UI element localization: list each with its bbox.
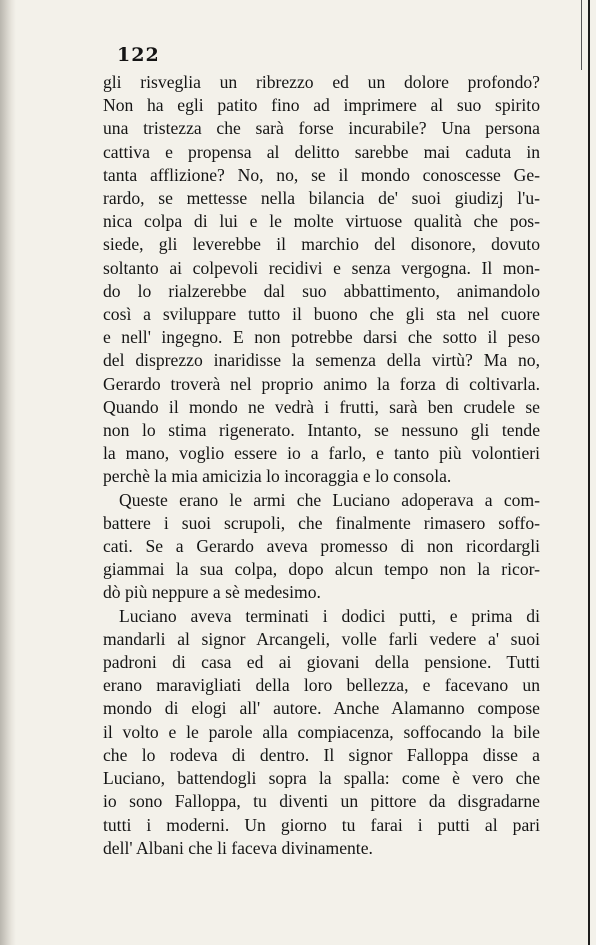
text-line: Luciano, battendogli sopra la spalla: come è vero che (103, 768, 540, 789)
text-line: giammai la sua colpa, dopo alcun tempo non la ricor- (103, 559, 540, 580)
text-line: il volto e le parole alla compiacenza, soffocando la bile (103, 721, 540, 742)
text-line: così a sviluppare tutto il buono che gli sta nel cuore (103, 304, 540, 325)
text-line: una tristezza che sarà forse incurabile? Una persona (103, 118, 540, 139)
text-line: padroni di casa ed ai giovani della pensione. Tutti (103, 652, 540, 673)
text-line: cati. Se a Gerardo aveva promesso di non ricordargli (103, 536, 540, 557)
text-line: gli risveglia un ribrezzo ed un dolore profondo? (103, 72, 540, 92)
body-text (103, 71, 540, 860)
text-line: Gerardo troverà nel proprio animo la forza di coltivarla. (103, 373, 540, 394)
text-line: erano maravigliati della loro bellezza, e facevano un (103, 675, 540, 696)
text-line: Non ha egli patito fino ad imprimere al suo spirito (103, 95, 540, 116)
text-line: battere i suoi scrupoli, che finalmente rimasero soffo- (103, 512, 540, 533)
text-line: tanta afflizione? No, no, se il mondo conoscesse Ge- (103, 164, 540, 185)
text-line: non lo stima rigenerato. Intanto, se nessuno gli tende (103, 420, 540, 441)
text-line: e nell' ingegno. E non potrebbe darsi che sotto il peso (103, 327, 540, 348)
text-line: tutti i moderni. Un giorno tu farai i putti al pari (103, 814, 540, 835)
text-line: che lo rodeva di dentro. Il signor Falloppa disse a (103, 744, 540, 765)
text-line: dò più neppure a sè medesimo. (103, 582, 321, 603)
text-line: soltanto ai colpevoli recidivi e senza vergogna. Il mon- (103, 257, 540, 278)
page-gutter-shadow (0, 0, 16, 945)
text-line: mondo di elogi all' autore. Anche Alamanno compose (103, 698, 540, 719)
text-line: del disprezzo inaridisse la semenza della virtù? Ma no, (103, 350, 540, 371)
text-line: nica colpa di lui e le molte virtuose qualità che pos- (103, 211, 540, 232)
text-line: rardo, se mettesse nella bilancia de' suoi giudizj l'u- (103, 188, 540, 209)
paragraph-first-line: Luciano aveva terminati i dodici putti, e prima di (119, 605, 540, 626)
text-line: io sono Falloppa, tu diventi un pittore da disgradarne (103, 791, 540, 812)
text-line: do lo rialzerebbe dal suo abbattimento, animandolo (103, 280, 540, 301)
page-edge-mark (581, 0, 582, 70)
text-line: perchè la mia amicizia lo incoraggia e lo consola. (103, 466, 452, 487)
text-line: Quando il mondo ne vedrà i frutti, sarà ben crudele se (103, 396, 540, 417)
text-line: siede, gli leverebbe il marchio del disonore, dovuto (103, 234, 540, 255)
text-line: cattiva e propensa al delitto sarebbe mai caduta in (103, 141, 540, 162)
text-line: la mano, voglio essere io a farlo, e tanto più volontieri (103, 443, 540, 464)
page-edge-line (588, 0, 590, 945)
paragraph-first-line: Queste erano le armi che Luciano adoperava a com- (119, 489, 540, 510)
page-number: 122 (117, 44, 160, 66)
text-line: mandarli al signor Arcangeli, volle farli vedere a' suoi (103, 628, 540, 649)
text-line: dell' Albani che li faceva divinamente. (103, 837, 373, 858)
